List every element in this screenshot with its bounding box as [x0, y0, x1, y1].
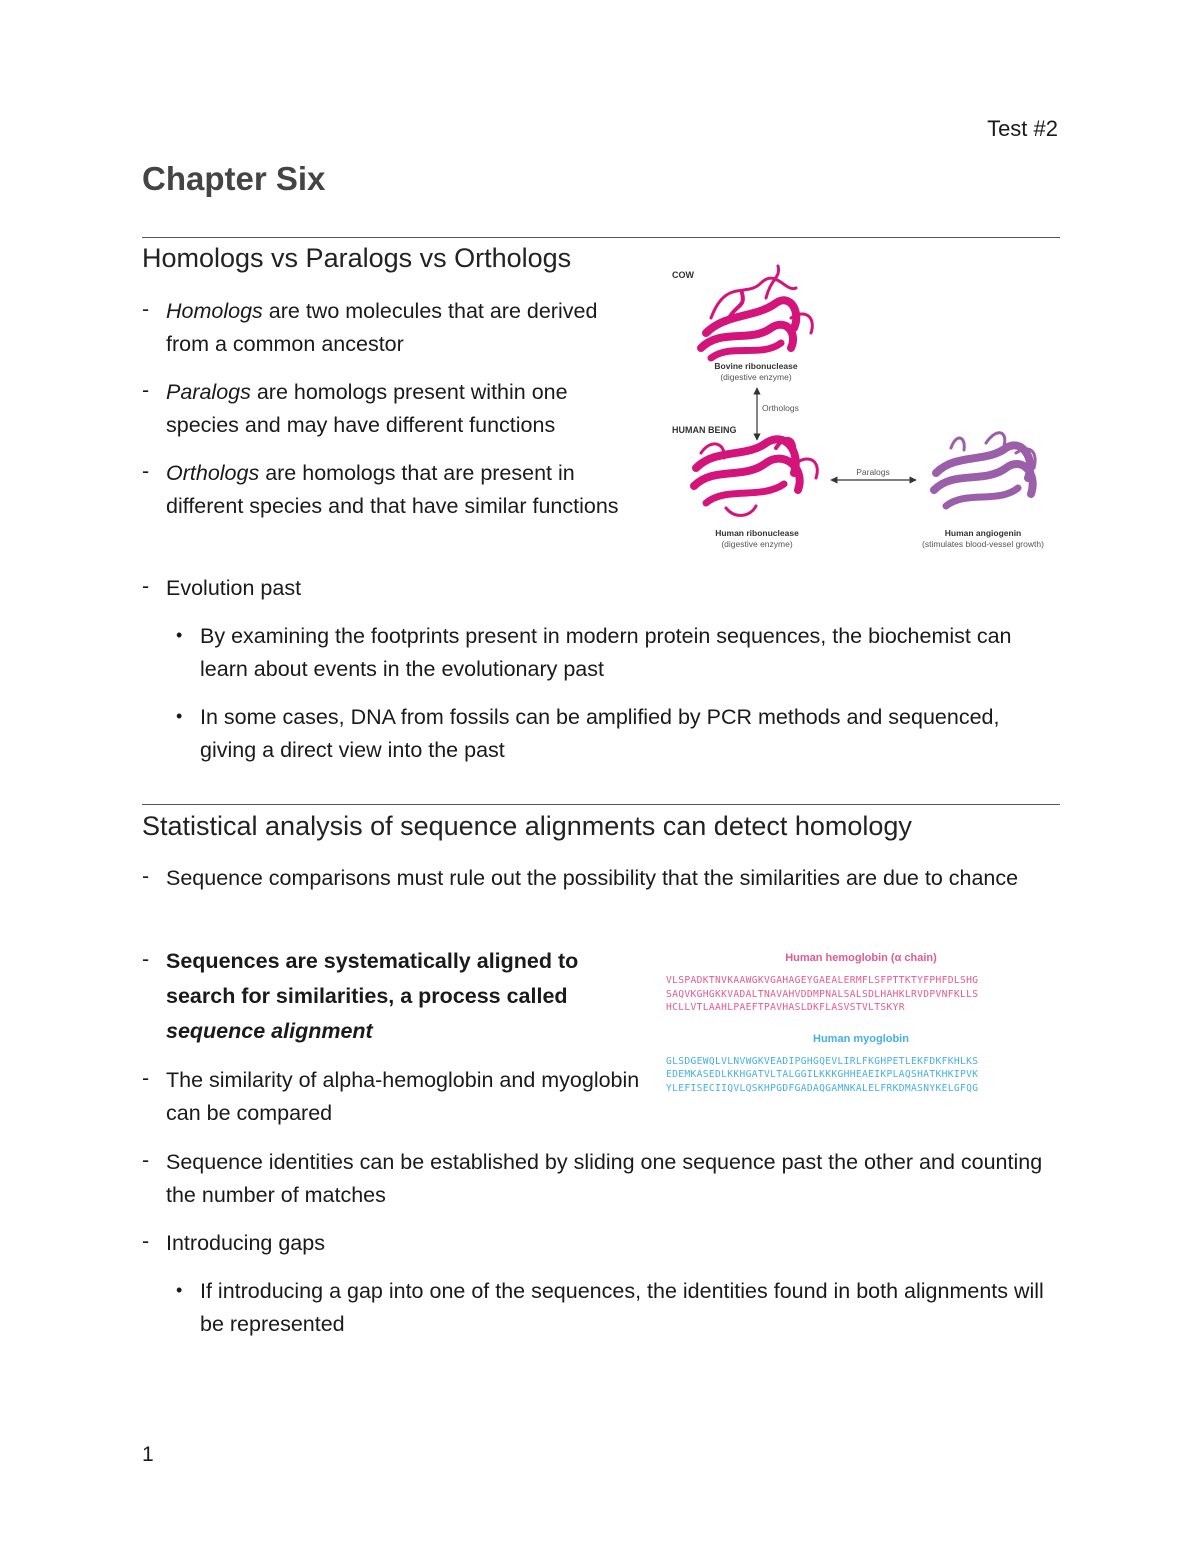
page-title: Chapter Six [142, 160, 326, 197]
list-item: • In some cases, DNA from fossils can be amplified by PCR methods and sequenced, giving a direct view into the past [142, 701, 1060, 767]
paralogs-label: Paralogs [856, 467, 890, 477]
evolution-list [142, 572, 1060, 782]
section-heading-homologs: Homologs vs Paralogs vs Orthologs [142, 243, 572, 273]
section-divider [142, 804, 1060, 805]
alignment-list-bottom [142, 1146, 1060, 1356]
list-item: - Sequence comparisons must rule out the possibility that the similarities are due to chance [142, 862, 1060, 895]
list-item: - Sequence identities can be established by sliding one sequence past the other and counting the number of matches [142, 1146, 1060, 1212]
human-ribonuclease-structure [694, 439, 817, 515]
bovine-ribonuclease-name: Bovine ribonuclease [714, 361, 798, 371]
human-angiogenin-structure [934, 433, 1035, 506]
list-item: - Introducing gaps [142, 1227, 1060, 1260]
cow-label: COW [672, 270, 694, 280]
myoglobin-sequence-line: GLSDGEWQLVLNVWGKVEADIPGHGQEVLIRLFKGHPETLEKFDKFKHLKS [666, 1055, 979, 1067]
section-heading-sequence-alignment: Statistical analysis of sequence alignments can detect homology [142, 811, 912, 841]
list-item: • If introducing a gap into one of the sequences, the identities found in both alignments will be represented [142, 1275, 1060, 1341]
list-item: - Sequences are systematically aligned to search for similarities, a process called sequence alignment [142, 944, 642, 1049]
list-item: • By examining the footprints present in modern protein sequences, the biochemist can learn about events in the evolutionary past [142, 620, 1060, 686]
human-angiogenin-desc: (stimulates blood-vessel growth) [922, 539, 1044, 549]
myoglobin-title: Human myoglobin [813, 1032, 909, 1045]
list-item: - The similarity of alpha-hemoglobin and myoglobin can be compared [142, 1064, 642, 1130]
alignment-list-top [142, 862, 1060, 910]
myoglobin-sequence-line: EDEMKASEDLKKHGATVLTALGGILKKKGHHEAEIKPLAQSHATKHKIPVK [666, 1069, 979, 1080]
bovine-ribonuclease-desc: (digestive enzyme) [720, 372, 792, 382]
list-item: - Paralogs are homologs present within one species and may have different functions [142, 376, 632, 442]
sequence-comparison-figure [666, 952, 1096, 1095]
bovine-ribonuclease-structure [701, 266, 812, 358]
list-item: - Orthologs are homologs that are present in different species and that have similar functions [142, 457, 632, 523]
page-number: 1 [142, 1443, 154, 1466]
homolog-definitions-list [142, 295, 632, 538]
human-ribonuclease-name: Human ribonuclease [715, 528, 799, 538]
human-ribonuclease-desc: (digestive enzyme) [721, 539, 793, 549]
human-angiogenin-name: Human angiogenin [944, 528, 1022, 538]
orthologs-label: Orthologs [762, 403, 799, 413]
human-being-label: HUMAN BEING [672, 425, 737, 435]
hemoglobin-title: Human hemoglobin (α chain) [785, 952, 937, 964]
protein-homology-figure [666, 258, 1066, 558]
hemoglobin-sequence-line: VLSPADKTNVKAAWGKVGAHAGEYGAEALERMFLSFPTTKTYFPHFDLSHG [666, 975, 979, 986]
hemoglobin-sequence-line: SAQVKGHGKKVADALTNAVAHVDDMPNALSALSDLHAHKLRVDPVNFKLLS [666, 988, 979, 1000]
list-item: - Homologs are two molecules that are derived from a common ancestor [142, 295, 632, 361]
section-divider [142, 237, 1060, 238]
test-label: Test #2 [987, 116, 1058, 141]
myoglobin-sequence-line: YLEFISECIIQVLQSKHPGDFGADAQGAMNKALELFRKDMASNYKELGFQG [666, 1082, 979, 1094]
list-item: - Evolution past [142, 572, 1060, 605]
alignment-list-middle [142, 944, 642, 1145]
hemoglobin-sequence-line: HCLLVTLAAHLPAEFTPAVHASLDKFLASVSTVLTSKYR [666, 1002, 905, 1013]
